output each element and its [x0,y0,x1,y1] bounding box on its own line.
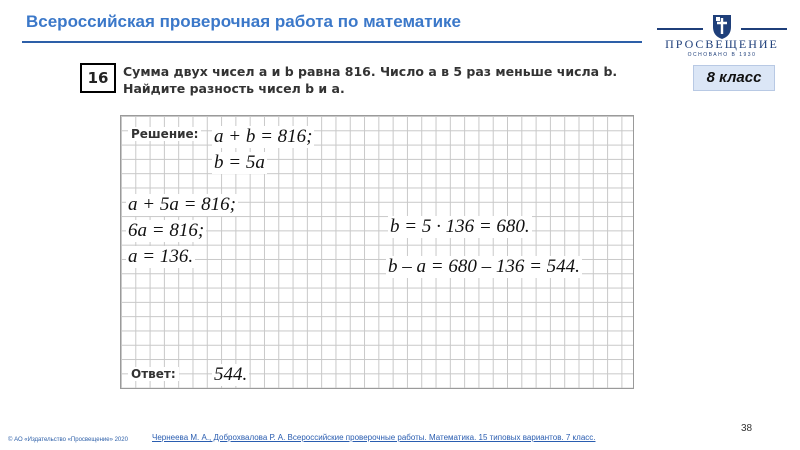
task-text: Сумма двух чисел a и b равна 816. Число a в 5 раз меньше числа b. Найдите разность чисел b и a. [123,64,618,96]
handwritten-answer: 544. [214,364,248,385]
page-number: 38 [741,423,753,434]
handwritten-line-3: a + 5a = 816; [128,194,236,215]
handwritten-line-2: b = 5a [214,152,265,173]
handwritten-line-5: a = 136. [128,246,194,267]
page-title: Всероссийская проверочная работа по математике [26,12,461,31]
task-number: 16 [80,63,116,93]
logo-line-right [741,28,787,30]
publisher-name: ПРОСВЕЩЕНИЕ [665,37,779,51]
publisher-since: ОСНОВАНО В 1930 [687,52,757,58]
copyright-notice: © АО «Издательство «Просвещение» 2020 [8,437,128,443]
source-link[interactable]: Чернеева М. А., Доброхвалова Р. А. Всероссийские проверочные работы. Математика. 15 типовых вариантов. 7 класс. [152,433,596,442]
grade-badge: 8 класс [693,65,775,91]
solution-label: Решение: [128,127,201,141]
publisher-logo [657,8,787,60]
answer-label: Ответ: [128,367,179,381]
logo-line-left [657,28,703,30]
handwritten-line-1: a + b = 816; [214,126,313,147]
handwritten-line-6: b = 5 · 136 = 680. [390,216,530,237]
handwritten-line-7: b – a = 680 – 136 = 544. [388,256,580,277]
header-divider [22,41,642,43]
handwritten-line-4: 6a = 816; [128,220,205,241]
publisher-emblem-icon [711,12,733,40]
answer-sheet-grid [120,115,634,389]
